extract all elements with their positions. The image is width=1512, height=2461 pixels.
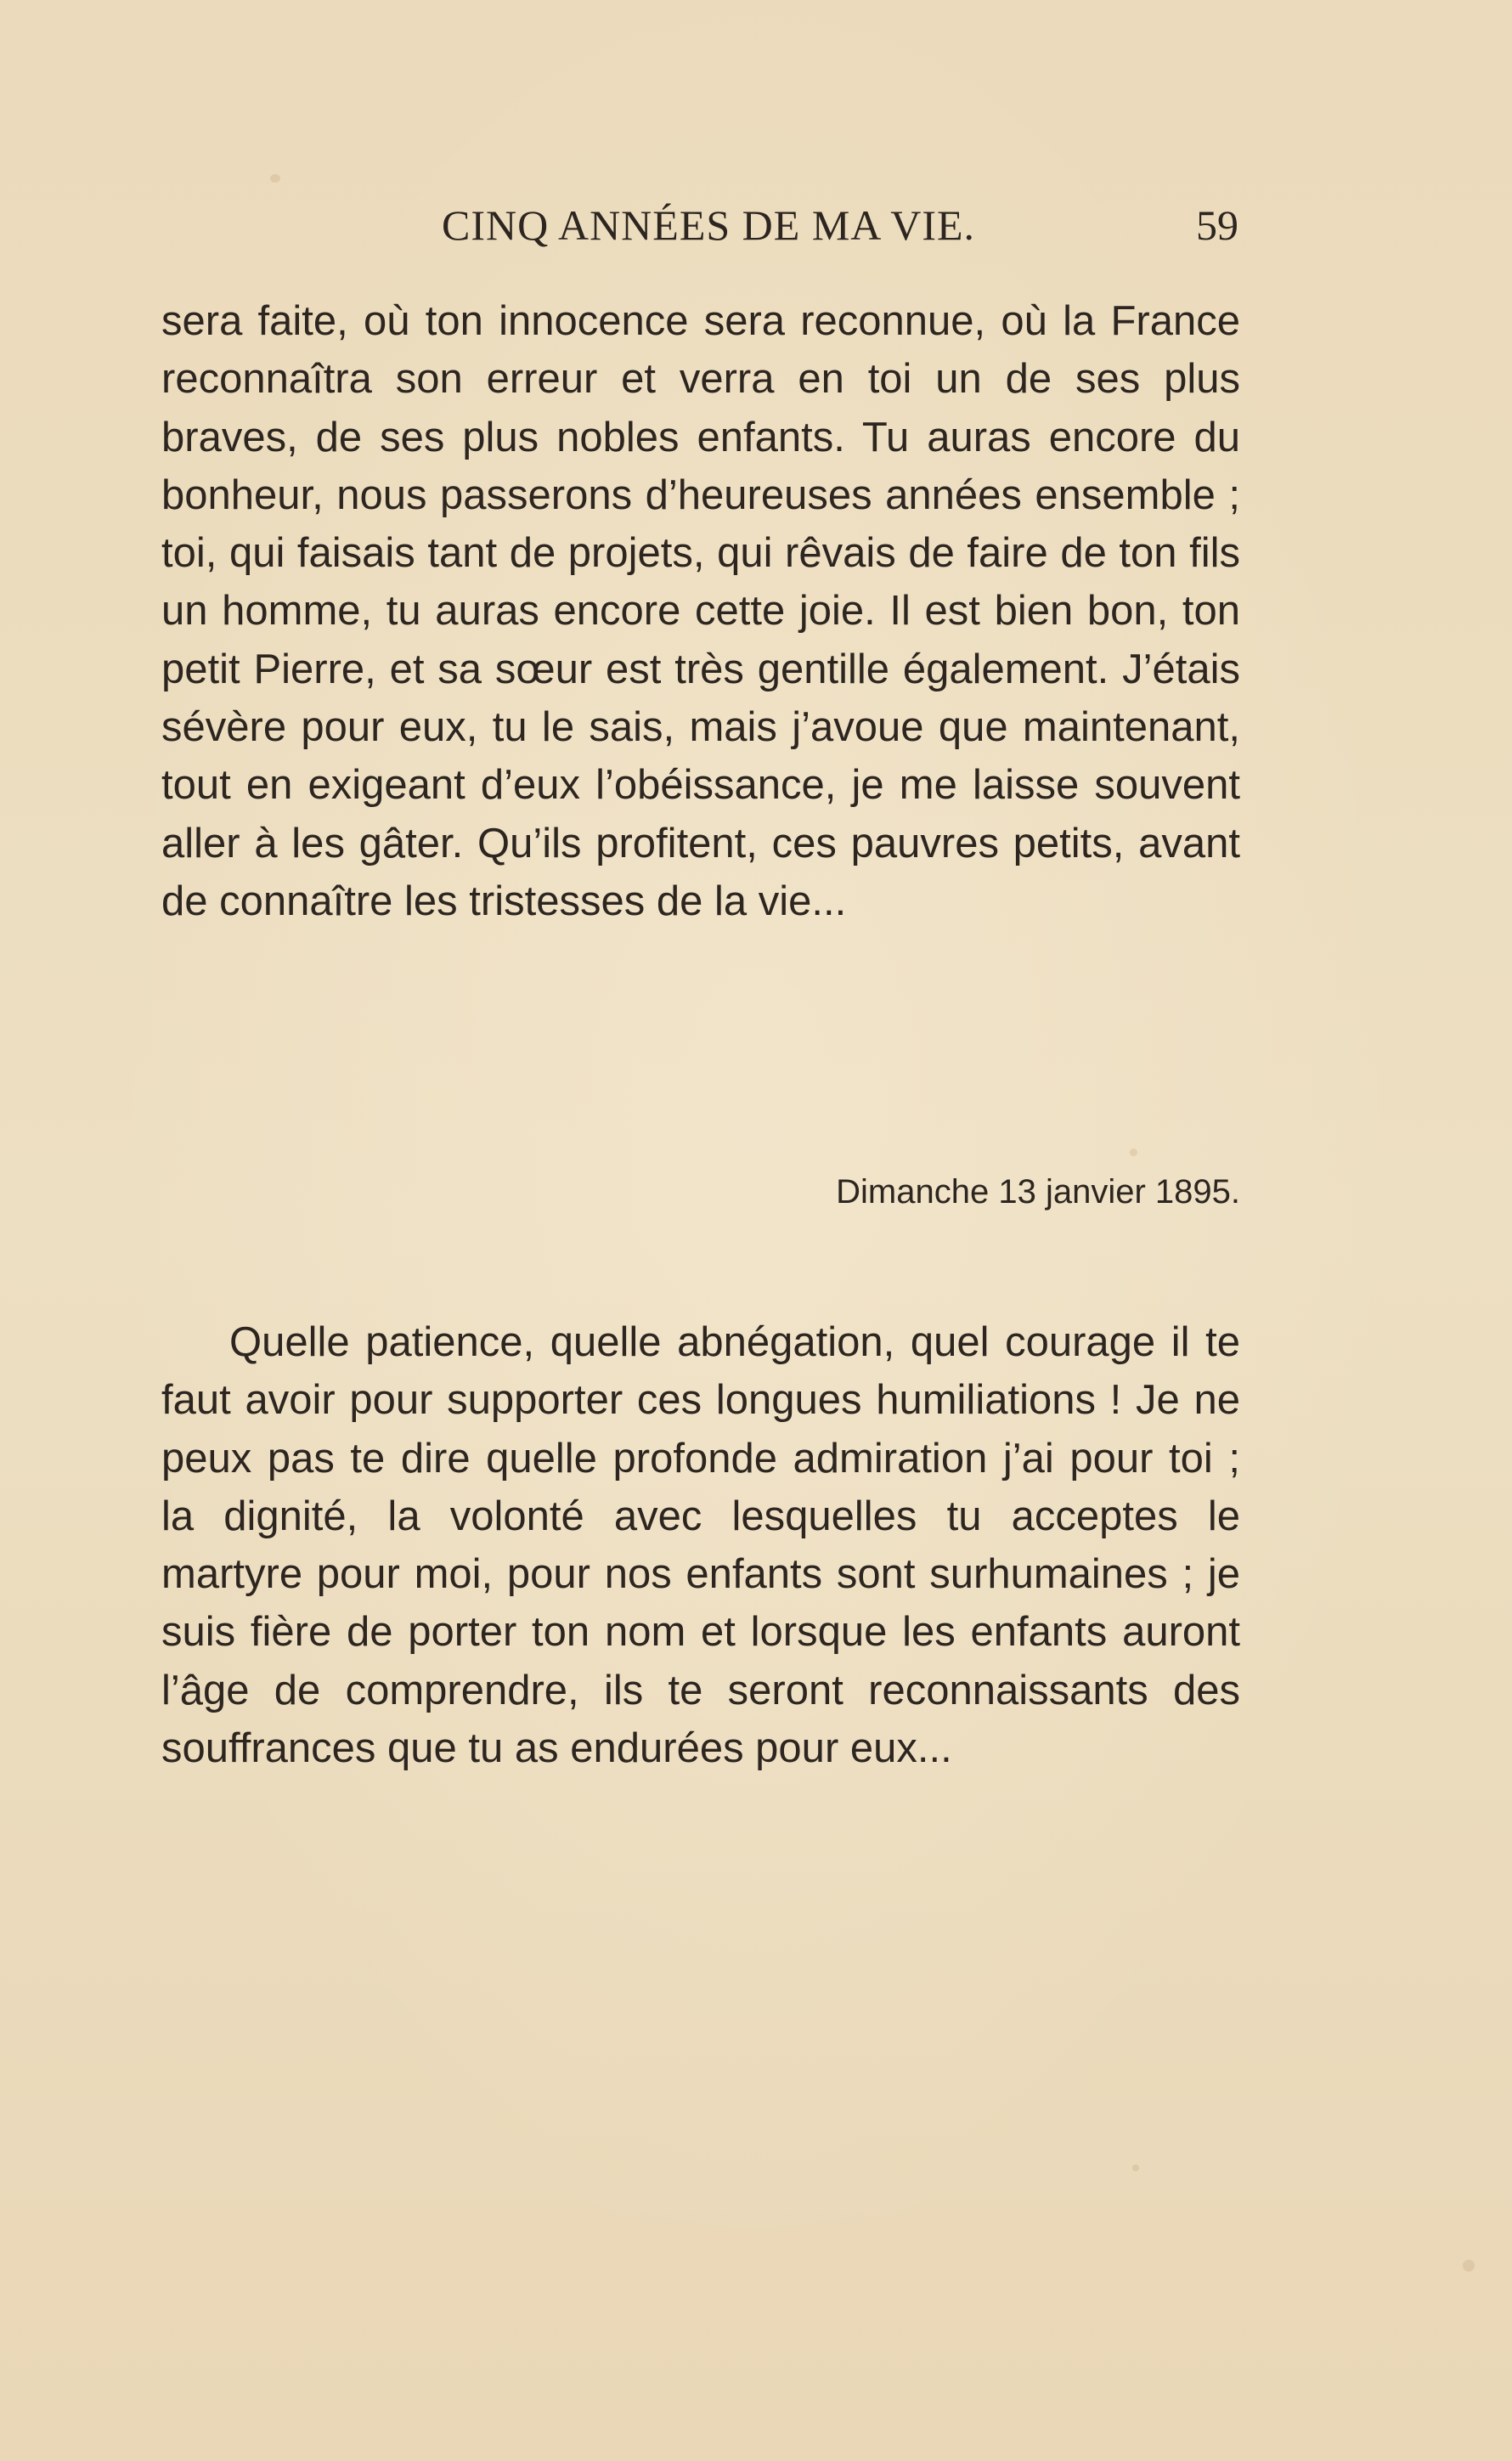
paragraph-letter-body: Quelle patience, quelle abnégation, quel courage il te faut avoir pour supporter ces longues humiliations ! Je ne peux pas te dire quelle profonde admiration j’ai pour toi ; la dignité, la volonté avec lesquelles tu acceptes le martyre pour moi, pour nos enfants sont surhumaines ; je suis fière de porter ton nom et lorsque les enfants auront l’âge de comprendre, ils te seront reconnaissants des souffrances que tu as endurées pour eux... bbox=[161, 1319, 1240, 1772]
letter-dateline: Dimanche 13 janvier 1895. bbox=[836, 1173, 1240, 1211]
page-number: 59 bbox=[1196, 201, 1238, 249]
paper-stain bbox=[270, 174, 280, 183]
paper-stain bbox=[1132, 2165, 1139, 2171]
paper-stain bbox=[1463, 2260, 1475, 2272]
running-head bbox=[0, 200, 1512, 260]
paragraph-continuation: sera faite, où ton innocence sera reconnue, où la France reconnaîtra son erreur et verra en toi un de ses plus braves, de ses plus nobles enfants. Tu auras encore du bonheur, nous passerons d’heureuses années ensemble ; toi, qui faisais tant de projets, qui rêvais de faire de ton fils un homme, tu auras encore cette joie. Il est bien bon, ton petit Pierre, et sa sœur est très gentille également. J’étais sévère pour eux, tu le sais, mais j’avoue que maintenant, tout en exigeant d’eux l’obéissance, je me laisse souvent aller à les gâter. Qu’ils profitent, ces pauvres petits, avant de connaître les tristesses de la vie... bbox=[161, 298, 1240, 924]
running-title: CINQ ANNÉES DE MA VIE. bbox=[442, 201, 976, 249]
paper-stain bbox=[1130, 1149, 1137, 1156]
